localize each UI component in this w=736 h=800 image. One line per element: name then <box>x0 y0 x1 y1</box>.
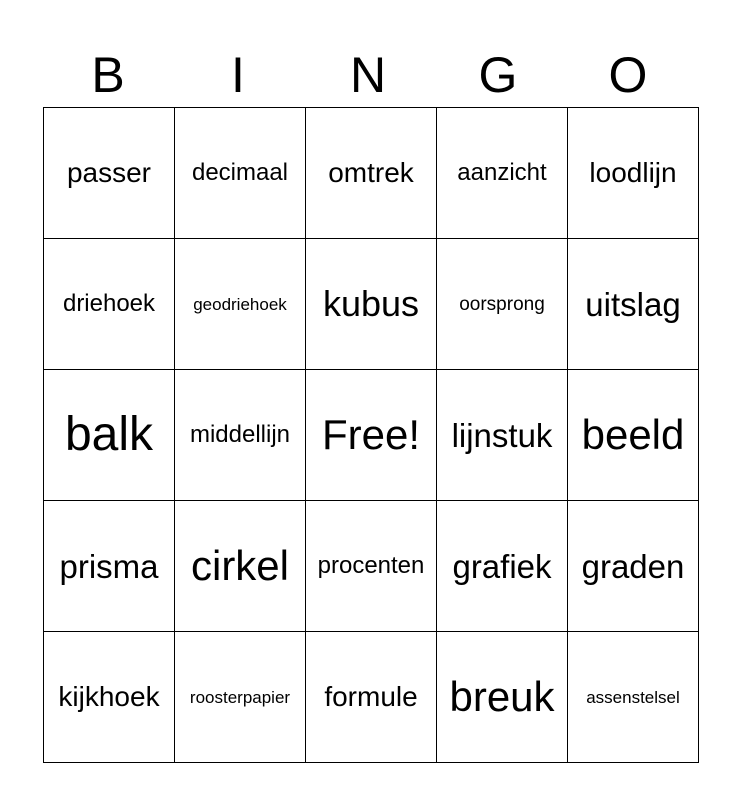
bingo-cell: aanzicht <box>437 108 568 239</box>
header-letter-b: B <box>91 47 125 103</box>
bingo-cell: grafiek <box>437 501 568 632</box>
bingo-cell: kijkhoek <box>44 632 175 763</box>
bingo-cell: middellijn <box>175 370 306 501</box>
bingo-cell: omtrek <box>306 108 437 239</box>
bingo-cell: beeld <box>568 370 699 501</box>
bingo-cell: prisma <box>44 501 175 632</box>
bingo-cell: cirkel <box>175 501 306 632</box>
header-letter-i: I <box>231 47 245 103</box>
header-letter-g: G <box>478 47 518 103</box>
bingo-cell: assenstelsel <box>568 632 699 763</box>
bingo-cell: oorsprong <box>437 239 568 370</box>
bingo-cell: passer <box>44 108 175 239</box>
bingo-cell: graden <box>568 501 699 632</box>
free-space-cell: Free! <box>306 370 437 501</box>
bingo-cell: decimaal <box>175 108 306 239</box>
bingo-cell: loodlijn <box>568 108 699 239</box>
bingo-board <box>43 107 699 763</box>
bingo-cell: driehoek <box>44 239 175 370</box>
bingo-cell: uitslag <box>568 239 699 370</box>
bingo-header <box>43 44 693 106</box>
bingo-cell: kubus <box>306 239 437 370</box>
board-row <box>44 632 699 763</box>
board-row <box>44 501 699 632</box>
bingo-cell: breuk <box>437 632 568 763</box>
bingo-cell: formule <box>306 632 437 763</box>
board-row <box>44 370 699 501</box>
bingo-cell: geodriehoek <box>175 239 306 370</box>
bingo-cell: lijnstuk <box>437 370 568 501</box>
bingo-cell: roosterpapier <box>175 632 306 763</box>
board-row <box>44 108 699 239</box>
bingo-cell: procenten <box>306 501 437 632</box>
header-letter-o: O <box>608 47 648 103</box>
bingo-cell: balk <box>44 370 175 501</box>
header-letter-n: N <box>349 47 387 103</box>
board-row <box>44 239 699 370</box>
